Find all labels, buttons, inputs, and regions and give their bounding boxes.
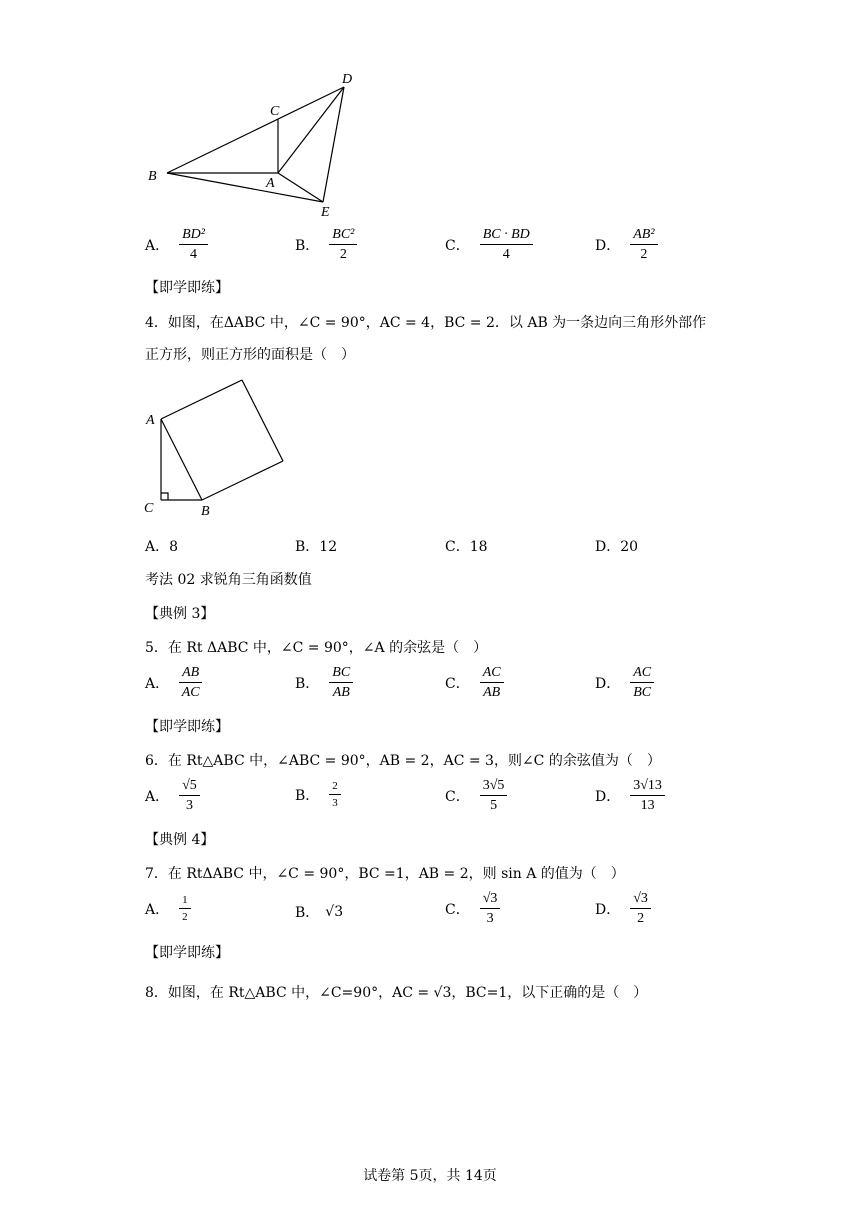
q3-option-c[interactable]: C． $\frac{BC \cdot BD}{4}$ — [445, 228, 533, 262]
example-4-label: 【典例 4】 — [145, 832, 215, 848]
square-figure — [140, 372, 300, 522]
practice-label-2: 【即学即练】 — [145, 719, 229, 735]
q5-option-d[interactable]: D． $\frac{AC}{BC}$ — [595, 666, 654, 700]
label-C: C — [270, 104, 280, 119]
label-A: A — [266, 176, 275, 191]
label-C: C — [144, 501, 154, 516]
label-D: D — [342, 72, 353, 87]
example-3-label: 【典例 3】 — [145, 606, 215, 622]
label-B: B — [148, 169, 157, 184]
q6-stem: 6．在 Rt△ABC 中，∠ABC = 90°，AB = 2，AC = 3，则∠C 的余弦值为（ ） — [145, 753, 661, 769]
q4-stem-line2: 正方形，则正方形的面积是（ ） — [145, 347, 355, 363]
q6-option-b[interactable]: B． $\frac{2}{3}$ — [295, 781, 341, 809]
q7-stem: 7．在 RtΔABC 中，∠C = 90°，BC =1，AB = 2，则 sin A 的值为（ ） — [145, 866, 625, 882]
section-heading: 考法 02 求锐角三角函数值 — [145, 572, 312, 588]
q6-option-a[interactable]: A． $\frac{√5}{3}$ — [145, 779, 200, 813]
q3-option-a[interactable]: A． $\frac{\text{BD²}}{4}$ — [145, 228, 208, 262]
q8-stem: 8．如图，在 Rt△ABC 中，∠C=90°，AC = √3，BC=1，以下正确的是（ ） — [145, 985, 648, 1001]
q7-option-d[interactable]: D． $\frac{√3}{2}$ — [595, 892, 651, 926]
q7-option-b[interactable]: B． √3 — [295, 904, 344, 921]
page-footer: 试卷第 5页，共 14页 — [363, 1168, 497, 1184]
q4-option-d[interactable]: D．20 — [595, 539, 639, 555]
q6-option-c[interactable]: C． $\frac{3√5}{5}$ — [445, 779, 507, 813]
triangle-figure-1 — [140, 65, 370, 220]
label-A: A — [146, 413, 155, 428]
practice-label: 【即学即练】 — [145, 280, 229, 296]
q4-option-b[interactable]: B．12 — [295, 539, 338, 555]
q4-stem-line1: 4．如图，在ΔABC 中，∠C = 90°，AC = 4，BC = 2．以 AB 为一条边向三角形外部作 — [145, 315, 707, 331]
q4-option-a[interactable]: A．8 — [145, 539, 179, 555]
label-B: B — [201, 504, 210, 519]
label-E: E — [321, 205, 330, 220]
q7-option-c[interactable]: C． $\frac{√3}{3}$ — [445, 892, 500, 926]
q5-option-a[interactable]: A． $\frac{AB}{AC}$ — [145, 666, 202, 700]
q5-option-b[interactable]: B． $\frac{BC}{AB}$ — [295, 666, 353, 700]
q5-option-c[interactable]: C． $\frac{AC}{AB}$ — [445, 666, 504, 700]
q6-option-d[interactable]: D． $\frac{3√13}{13}$ — [595, 779, 665, 813]
q7-option-a[interactable]: A． $\frac{1}{2}$ — [145, 895, 191, 923]
q3-option-b[interactable]: B． $\frac{\text{BC²}}{2}$ — [295, 228, 357, 262]
q5-stem: 5．在 Rt ΔABC 中，∠C = 90°，∠A 的余弦是（ ） — [145, 640, 488, 656]
q3-option-d[interactable]: D． $\frac{\text{AB²}}{2}$ — [595, 228, 658, 262]
practice-label-3: 【即学即练】 — [145, 945, 229, 961]
q4-option-c[interactable]: C．18 — [445, 539, 488, 555]
